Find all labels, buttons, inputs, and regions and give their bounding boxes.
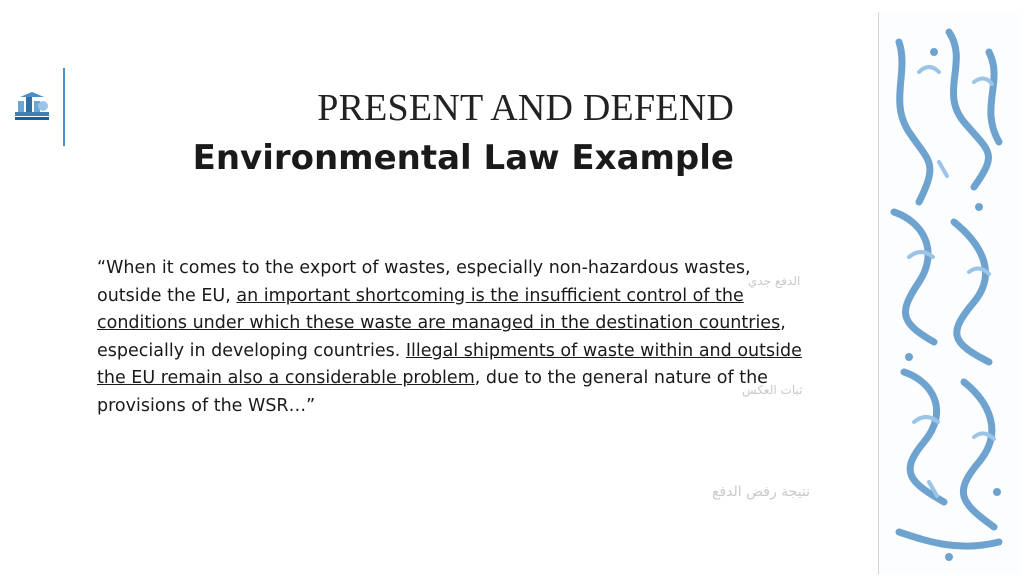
logo-divider bbox=[63, 68, 65, 146]
watermark-text: ثبات العكس bbox=[742, 383, 803, 397]
slide-subtitle: Environmental Law Example bbox=[192, 138, 734, 178]
quote-underlined-1: an important shortcoming is the insufficient control of the conditions under which these waste are managed in the destination countries bbox=[97, 285, 781, 334]
watermark-text: نتيجة رفض الدفع bbox=[712, 484, 811, 500]
university-logo-icon bbox=[14, 92, 50, 122]
quote-paragraph bbox=[97, 255, 817, 421]
quote-text-3: , due to the general nature of the provisions of the WSR…” bbox=[97, 368, 768, 416]
quote-text-2: , especially in developing countries. bbox=[97, 313, 786, 361]
watermark-text: الدفع جدي bbox=[748, 274, 801, 288]
quote-text-1: “When it comes to the export of wastes, especially non-hazardous wastes, outside the EU, bbox=[97, 258, 751, 306]
quote-underlined-2: Illegal shipments of waste within and outside the EU remain also a considerable problem bbox=[97, 340, 802, 389]
slide-title: PRESENT AND DEFEND bbox=[317, 87, 734, 129]
calligraphy-decoration-icon bbox=[878, 12, 1019, 574]
